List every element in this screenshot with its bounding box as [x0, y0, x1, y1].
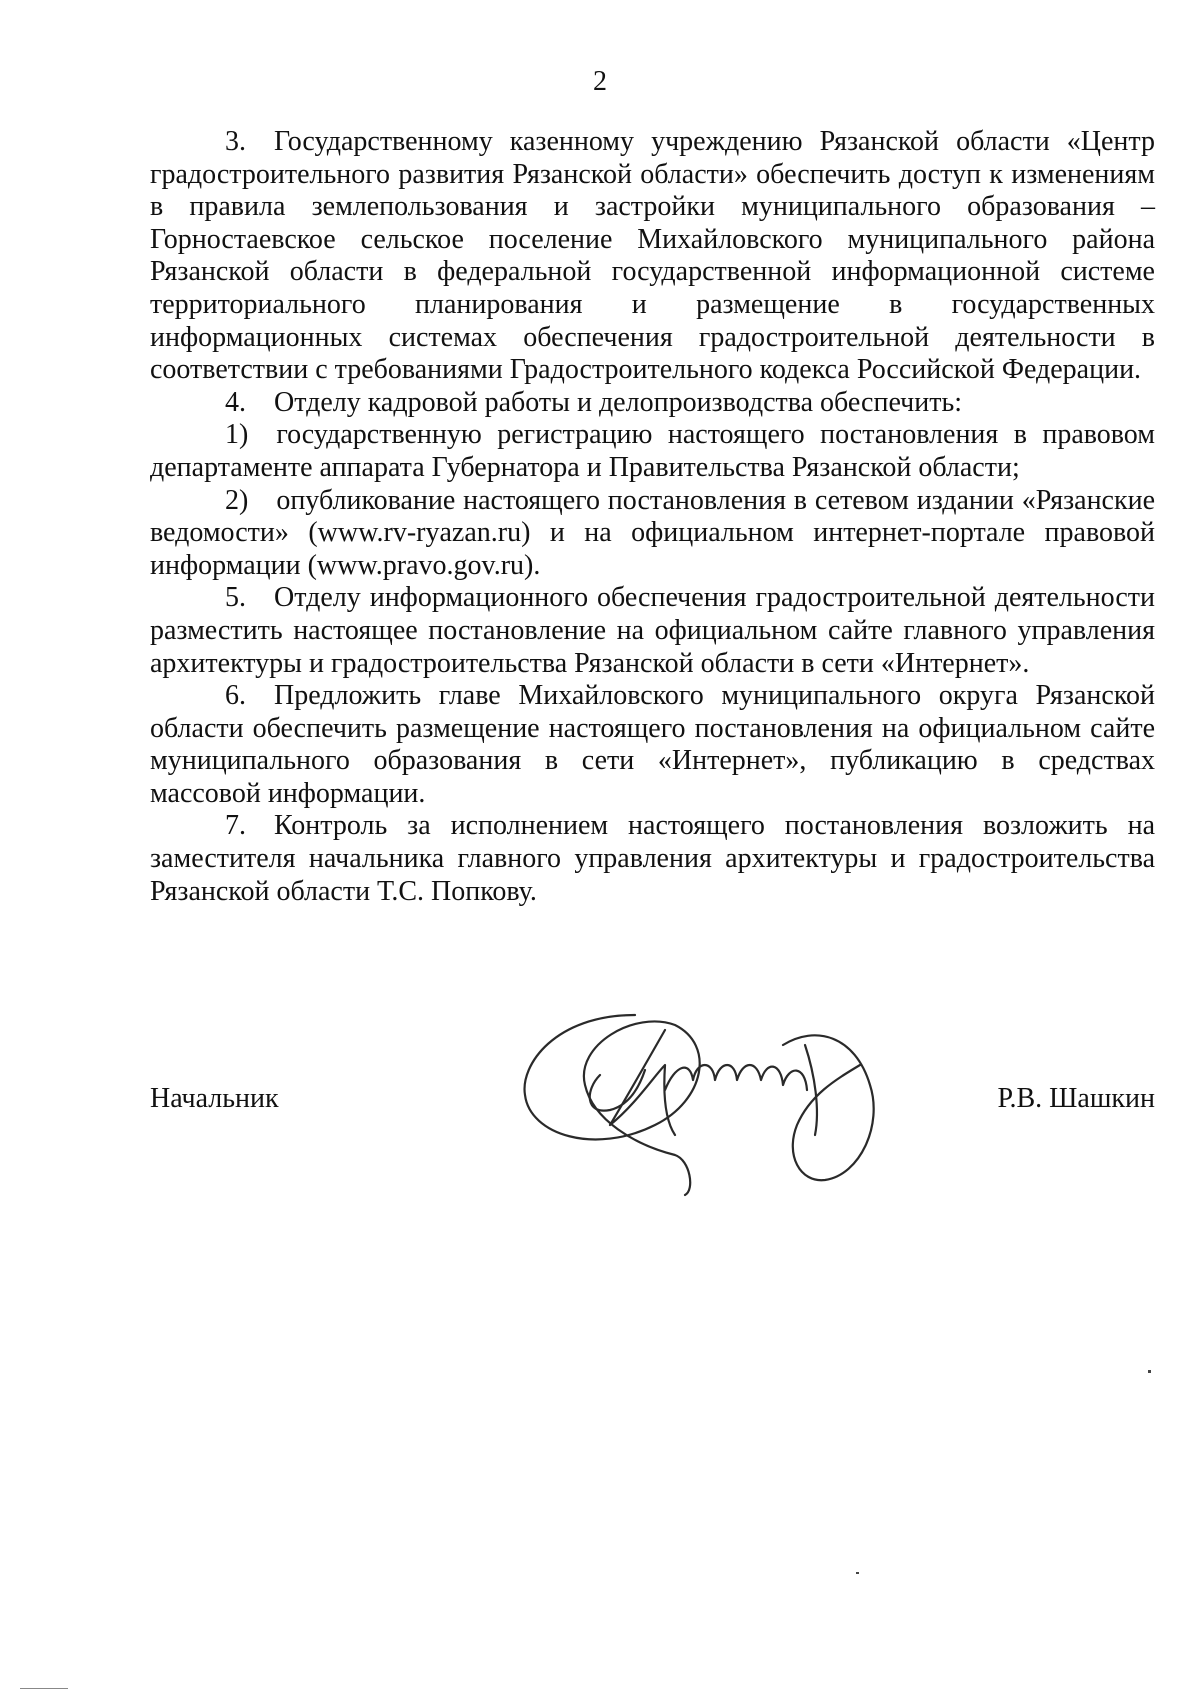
paragraph-5: 5. Отделу информационного обеспечения градостроительной деятельности разместить настоящее постановление на официальном сайте главного управления архитектуры и градостроительства Рязанской области в сети «Интернет». [150, 582, 1155, 679]
paragraph-4-1: 1) государственную регистрацию настоящего постановления в правовом департаменте аппарата Губернатора и Правительства Рязанской области; [150, 419, 1155, 483]
signatory-position: Начальник [150, 1083, 279, 1114]
paragraph-4-2: 2) опубликование настоящего постановления в сетевом издании «Рязанские ведомости» (www.rv-ryazan.ru) и на официальном интернет-портале правовой информации (www.pravo.gov.ru). [150, 484, 1155, 581]
paragraph-6: 6. Предложить главе Михайловского муниципального округа Рязанской области обеспечить размещение настоящего постановления на официальном сайте муниципального образования в сети «Интернет», публикацию в средствах массовой информации. [150, 680, 1155, 809]
scan-speck [1148, 1370, 1151, 1373]
paragraph-7: 7. Контроль за исполнением настоящего постановления возложить на заместителя начальника главного управления архитектуры и градостроительства Рязанской области Т.С. Попкову. [150, 810, 1155, 907]
scan-speck [856, 1572, 859, 1574]
document-body [150, 126, 1155, 908]
paragraph-4: 4. Отделу кадровой работы и делопроизводства обеспечить: [225, 386, 963, 418]
scan-edge-mark [20, 1688, 68, 1689]
handwritten-signature [515, 1005, 915, 1200]
page-number: 2 [593, 66, 607, 97]
paragraph-3: 3. Государственному казенному учреждению Рязанской области «Центр градостроительного развития Рязанской области» обеспечить доступ к изменениям в правила землепользования и застройки муниципального образования – Горностаевское сельское поселение Михайловского муниципального района Рязанской области в федеральной государственной информационной системе территориального планирования и размещение в государственных информационных системах обеспечения градостроительной деятельности в соответствии с требованиями Градостроительного кодекса Российской Федерации. [150, 126, 1155, 386]
signatory-name: Р.В. Шашкин [997, 1083, 1155, 1114]
